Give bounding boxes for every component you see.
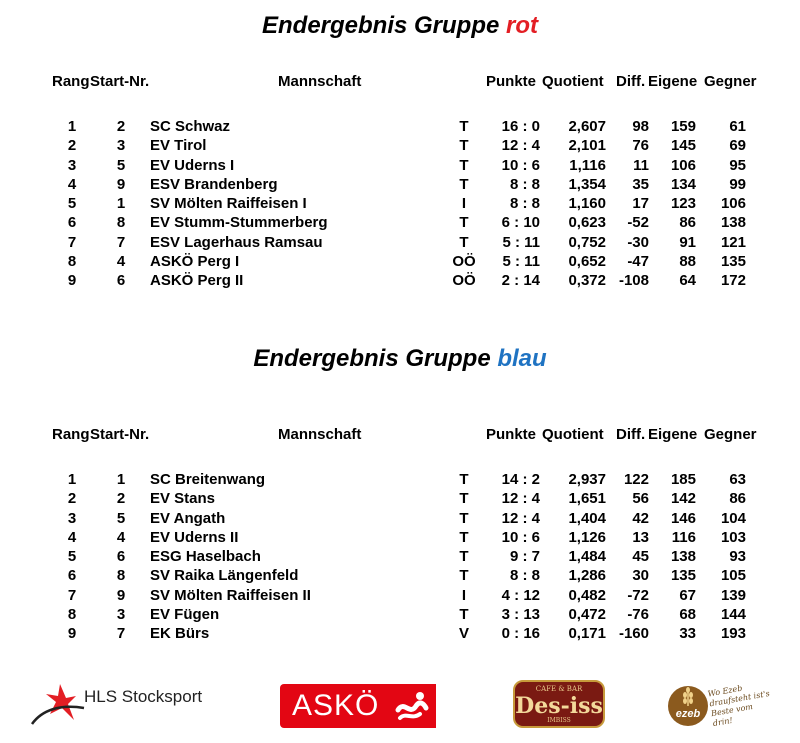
- start-nr-cell: 1: [116, 471, 126, 488]
- own-score-cell: 106: [670, 156, 696, 174]
- group-blau-title-color-word: blau: [497, 345, 547, 372]
- ezeb-logo: [668, 682, 772, 728]
- region-cell: T: [459, 567, 469, 585]
- own-score-cell: 135: [670, 567, 696, 585]
- points-cell: 10 : 6: [501, 156, 540, 174]
- start-nr-cell: 7: [116, 625, 126, 643]
- opponent-score-cell: 104: [720, 509, 746, 527]
- rank-cell: 6: [67, 567, 77, 585]
- own-score-cell: 33: [679, 625, 696, 643]
- points-cell: 4 : 12: [501, 586, 540, 604]
- own-score-cell: 86: [679, 214, 696, 232]
- quotient-cell: 0,372: [568, 272, 606, 290]
- rank-cell: 2: [67, 490, 77, 508]
- hls-logo-text: HLS Stocksport: [84, 687, 203, 706]
- start-nr-cell: 7: [116, 233, 126, 251]
- start-nr-cell: 3: [116, 606, 126, 624]
- points-cell: 14 : 2: [501, 471, 540, 488]
- table-row: [0, 490, 800, 509]
- quotient-cell: 1,116: [569, 156, 606, 174]
- start-nr-cell: 4: [116, 253, 126, 271]
- region-cell: T: [459, 137, 469, 155]
- diff-cell: 122: [623, 471, 649, 488]
- region-cell: T: [459, 214, 469, 232]
- group-rot-title: [0, 12, 800, 40]
- quotient-cell: 0,652: [568, 253, 606, 271]
- quotient-cell: 0,482: [568, 586, 606, 604]
- team-name-cell: SC Breitenwang: [150, 471, 266, 488]
- points-cell: 8 : 8: [509, 175, 540, 193]
- table-row: [0, 118, 800, 137]
- ezeb-badge-text: ezeb: [675, 708, 701, 720]
- points-cell: 3 : 13: [501, 606, 540, 624]
- points-cell: 8 : 8: [509, 195, 540, 213]
- rank-cell: 2: [67, 137, 77, 155]
- rank-cell: 7: [67, 233, 77, 251]
- diff-cell: 13: [632, 528, 649, 546]
- diff-cell: 35: [632, 175, 649, 193]
- diff-cell: 76: [632, 137, 649, 155]
- group-rot-title-color-word: rot: [506, 12, 539, 39]
- group-rot-table: [0, 118, 800, 292]
- start-nr-cell: 4: [116, 528, 126, 546]
- wheat-icon: [668, 686, 708, 708]
- start-nr-cell: 9: [116, 175, 126, 193]
- points-cell: 12 : 4: [501, 137, 540, 155]
- table-row: [0, 214, 800, 233]
- diff-cell: 98: [632, 118, 649, 135]
- rank-cell: 3: [67, 156, 77, 174]
- team-name-cell: SV Mölten Raiffeisen I: [150, 195, 307, 213]
- diff-cell: 45: [632, 548, 649, 566]
- opponent-score-cell: 144: [720, 606, 746, 624]
- diff-cell: 56: [632, 490, 649, 508]
- own-score-cell: 145: [670, 137, 696, 155]
- points-cell: 0 : 16: [501, 625, 540, 643]
- region-cell: I: [461, 586, 467, 604]
- points-cell: 12 : 4: [501, 490, 540, 508]
- group-blau-title: [0, 345, 800, 373]
- table-row: [0, 587, 800, 606]
- desiss-logo-main: Des-iss: [515, 693, 603, 719]
- start-nr-cell: 3: [116, 137, 126, 155]
- team-name-cell: SV Mölten Raiffeisen II: [150, 586, 311, 604]
- quotient-cell: 2,101: [568, 137, 606, 155]
- header-mannschaft: Mannschaft: [278, 426, 362, 443]
- start-nr-cell: 5: [116, 156, 126, 174]
- region-cell: T: [459, 233, 469, 251]
- team-name-cell: EV Stans: [150, 490, 216, 508]
- quotient-cell: 0,623: [568, 214, 606, 232]
- team-name-cell: EK Bürs: [150, 625, 210, 643]
- own-score-cell: 64: [679, 272, 696, 290]
- header-punkte: Punkte: [486, 426, 537, 443]
- opponent-score-cell: 135: [720, 253, 746, 271]
- own-score-cell: 185: [670, 471, 696, 488]
- points-cell: 9 : 7: [509, 548, 540, 566]
- team-name-cell: EV Uderns II: [150, 528, 239, 546]
- start-nr-cell: 1: [116, 195, 126, 213]
- region-cell: T: [459, 471, 469, 488]
- table-row: [0, 176, 800, 195]
- table-row: [0, 137, 800, 156]
- team-name-cell: EV Fügen: [150, 606, 220, 624]
- own-score-cell: 91: [679, 233, 696, 251]
- region-cell: OÖ: [452, 253, 476, 271]
- header-gegner: Gegner: [704, 426, 757, 443]
- rank-cell: 8: [67, 606, 77, 624]
- points-cell: 5 : 11: [502, 253, 540, 271]
- points-cell: 6 : 10: [501, 214, 540, 232]
- opponent-score-cell: 95: [729, 156, 746, 174]
- own-score-cell: 159: [670, 118, 696, 135]
- quotient-cell: 2,937: [568, 471, 606, 488]
- table-row: [0, 567, 800, 586]
- opponent-score-cell: 105: [720, 567, 746, 585]
- table-row: [0, 548, 800, 567]
- quotient-cell: 1,286: [568, 567, 606, 585]
- quotient-cell: 0,171: [568, 625, 606, 643]
- header-eigene: Eigene: [648, 426, 698, 443]
- quotient-cell: 1,404: [568, 509, 606, 527]
- start-nr-cell: 9: [116, 586, 126, 604]
- diff-cell: -76: [627, 606, 649, 624]
- table-row: [0, 157, 800, 176]
- header-diff: Diff.: [616, 73, 646, 90]
- diff-cell: -108: [618, 272, 649, 290]
- diff-cell: 11: [633, 156, 649, 174]
- table-row: [0, 529, 800, 548]
- table-row: [0, 272, 800, 291]
- diff-cell: 17: [632, 195, 649, 213]
- own-score-cell: 142: [670, 490, 696, 508]
- team-name-cell: EV Tirol: [150, 137, 207, 155]
- own-score-cell: 138: [670, 548, 696, 566]
- region-cell: T: [459, 528, 469, 546]
- table-row: [0, 606, 800, 625]
- header-eigene: Eigene: [648, 73, 698, 90]
- own-score-cell: 116: [671, 528, 696, 546]
- quotient-cell: 1,160: [568, 195, 606, 213]
- opponent-score-cell: 138: [720, 214, 746, 232]
- group-blau-table: [0, 471, 800, 645]
- diff-cell: -30: [627, 233, 649, 251]
- header-diff: Diff.: [616, 426, 646, 443]
- opponent-score-cell: 86: [729, 490, 746, 508]
- rank-cell: 1: [67, 118, 77, 135]
- opponent-score-cell: 172: [720, 272, 746, 290]
- rank-cell: 3: [67, 509, 77, 527]
- diff-cell: -47: [627, 253, 649, 271]
- points-cell: 10 : 6: [501, 528, 540, 546]
- region-cell: T: [459, 118, 469, 135]
- diff-cell: 42: [632, 509, 649, 527]
- start-nr-cell: 2: [116, 118, 126, 135]
- rank-cell: 5: [67, 195, 77, 213]
- opponent-score-cell: 121: [720, 233, 746, 251]
- table-row: [0, 510, 800, 529]
- start-nr-cell: 6: [116, 548, 126, 566]
- own-score-cell: 134: [670, 175, 696, 193]
- team-name-cell: SV Raika Längenfeld: [150, 567, 299, 585]
- desiss-logo: [513, 680, 605, 728]
- header-punkte: Punkte: [486, 73, 537, 90]
- start-nr-cell: 2: [116, 490, 126, 508]
- opponent-score-cell: 139: [720, 586, 746, 604]
- asko-logo-text: ASKÖ: [292, 689, 380, 722]
- quotient-cell: 1,126: [568, 528, 606, 546]
- ezeb-badge: [668, 686, 708, 726]
- opponent-score-cell: 99: [729, 175, 746, 193]
- asko-logo: [280, 684, 436, 728]
- ezeb-slogan: Wo Ezeb draufsteht ist's Beste vom drin!: [706, 683, 771, 729]
- team-name-cell: SC Schwaz: [150, 118, 231, 135]
- group-rot-title-prefix: Endergebnis Gruppe: [261, 12, 507, 39]
- opponent-score-cell: 61: [729, 118, 746, 135]
- diff-cell: 30: [632, 567, 649, 585]
- region-cell: T: [459, 175, 469, 193]
- quotient-cell: 1,651: [568, 490, 606, 508]
- team-name-cell: ASKÖ Perg I: [150, 253, 240, 271]
- desiss-logo-top: CAFE & BAR: [535, 685, 583, 693]
- quotient-cell: 0,472: [568, 606, 606, 624]
- own-score-cell: 88: [679, 253, 696, 271]
- rank-cell: 4: [67, 175, 77, 193]
- team-name-cell: ESV Lagerhaus Ramsau: [150, 233, 323, 251]
- quotient-cell: 0,752: [568, 233, 606, 251]
- rank-cell: 9: [67, 625, 77, 643]
- opponent-score-cell: 103: [720, 528, 746, 546]
- region-cell: T: [459, 548, 469, 566]
- header-start-nr: Start-Nr.: [90, 73, 150, 90]
- own-score-cell: 123: [670, 195, 696, 213]
- quotient-cell: 2,607: [568, 118, 606, 135]
- hls-swoosh-icon: [30, 680, 86, 728]
- rank-cell: 1: [67, 471, 77, 488]
- own-score-cell: 67: [679, 586, 696, 604]
- header-gegner: Gegner: [704, 73, 757, 90]
- quotient-cell: 1,354: [568, 175, 606, 193]
- own-score-cell: 68: [679, 606, 696, 624]
- header-rang: Rang: [52, 73, 90, 90]
- points-cell: 16 : 0: [501, 118, 540, 135]
- header-quotient: Quotient: [542, 426, 604, 443]
- start-nr-cell: 5: [116, 509, 126, 527]
- rank-cell: 6: [67, 214, 77, 232]
- team-name-cell: EV Uderns I: [150, 156, 235, 174]
- hls-stocksport-logo: [30, 680, 210, 728]
- group-blau-title-prefix: Endergebnis Gruppe: [253, 345, 498, 372]
- diff-cell: -160: [618, 625, 649, 643]
- region-cell: V: [458, 625, 469, 643]
- region-cell: T: [459, 490, 469, 508]
- team-name-cell: ESG Haselbach: [150, 548, 261, 566]
- header-rang: Rang: [52, 426, 90, 443]
- table-row: [0, 195, 800, 214]
- opponent-score-cell: 69: [729, 137, 746, 155]
- desiss-logo-bottom: IMBISS: [547, 717, 571, 724]
- opponent-score-cell: 93: [729, 548, 746, 566]
- points-cell: 8 : 8: [509, 567, 540, 585]
- rank-cell: 5: [67, 548, 77, 566]
- rank-cell: 4: [67, 528, 77, 546]
- table-row: [0, 471, 800, 490]
- team-name-cell: EV Angath: [150, 509, 226, 527]
- points-cell: 5 : 11: [502, 233, 540, 251]
- region-cell: I: [461, 195, 467, 213]
- team-name-cell: EV Stumm-Stummerberg: [150, 214, 328, 232]
- region-cell: T: [459, 156, 469, 174]
- opponent-score-cell: 193: [720, 625, 746, 643]
- table-row: [0, 234, 800, 253]
- team-name-cell: ESV Brandenberg: [150, 175, 278, 193]
- asko-figure-icon: [394, 690, 430, 722]
- header-mannschaft: Mannschaft: [278, 73, 362, 90]
- diff-cell: -72: [627, 586, 649, 604]
- start-nr-cell: 6: [116, 272, 126, 290]
- header-start-nr: Start-Nr.: [90, 426, 150, 443]
- points-cell: 2 : 14: [501, 272, 540, 290]
- region-cell: T: [459, 509, 469, 527]
- table-row: [0, 253, 800, 272]
- region-cell: OÖ: [452, 272, 476, 290]
- quotient-cell: 1,484: [568, 548, 606, 566]
- start-nr-cell: 8: [116, 567, 126, 585]
- diff-cell: -52: [627, 214, 649, 232]
- start-nr-cell: 8: [116, 214, 126, 232]
- header-quotient: Quotient: [542, 73, 604, 90]
- rank-cell: 7: [67, 586, 77, 604]
- rank-cell: 9: [67, 272, 77, 290]
- opponent-score-cell: 63: [729, 471, 746, 488]
- region-cell: T: [459, 606, 469, 624]
- opponent-score-cell: 106: [720, 195, 746, 213]
- table-row: [0, 625, 800, 644]
- points-cell: 12 : 4: [501, 509, 540, 527]
- own-score-cell: 146: [670, 509, 696, 527]
- team-name-cell: ASKÖ Perg II: [150, 272, 244, 290]
- rank-cell: 8: [67, 253, 77, 271]
